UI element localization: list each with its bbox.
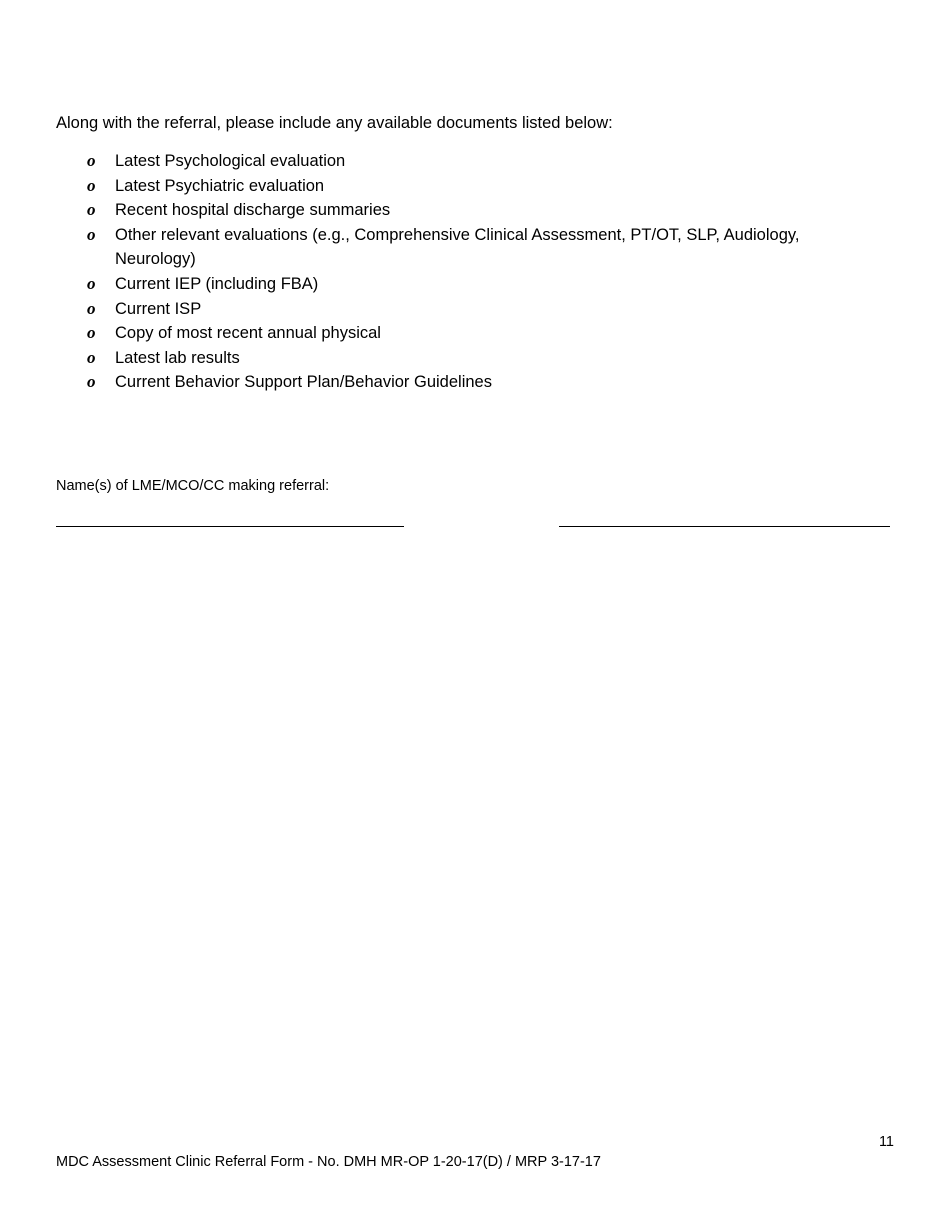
document-item: [56, 223, 856, 272]
bullet-icon: o: [87, 347, 96, 367]
bullet-icon: o: [87, 200, 96, 220]
referral-name-line-right: [559, 526, 890, 527]
bullet-icon: o: [87, 151, 96, 170]
document-item: [56, 149, 856, 174]
bullet-icon: o: [87, 372, 96, 392]
referral-names-label: Name(s) of LME/MCO/CC making referral:: [56, 478, 330, 494]
footer-text: MDC Assessment Clinic Referral Form - No. DMH MR-OP 1-20-17(D) / MRP 3-17-17: [56, 1154, 601, 1170]
document-item: [56, 321, 856, 346]
document-item-label: Current IEP (including FBA): [115, 274, 319, 293]
bullet-icon: o: [87, 273, 96, 293]
document-item-label: Copy of most recent annual physical: [115, 324, 381, 343]
document-item: [56, 198, 856, 223]
document-item: [56, 297, 856, 322]
bullet-icon: o: [87, 175, 96, 195]
document-item-label: Latest Psychological evaluation: [115, 152, 346, 170]
document-item-label: Other relevant evaluations (e.g., Comprehensive Clinical Assessment, PT/OT, SLP, Audiology, Neurology): [115, 225, 800, 269]
bullet-icon: o: [87, 323, 96, 343]
page-number: 11: [878, 1134, 894, 1150]
document-item: [56, 174, 856, 199]
document-item-label: Current ISP: [115, 299, 202, 318]
bullet-icon: o: [87, 224, 96, 244]
document-item: [56, 346, 856, 371]
document-item-label: Current Behavior Support Plan/Behavior Guidelines: [115, 373, 492, 392]
bullet-icon: o: [87, 298, 96, 318]
documents-list: [56, 149, 856, 395]
document-item: [56, 370, 856, 395]
document-item: [56, 272, 856, 297]
intro-text: Along with the referral, please include any available documents listed below:: [56, 114, 613, 132]
document-item-label: Latest Psychiatric evaluation: [115, 176, 325, 195]
document-item-label: Latest lab results: [115, 348, 240, 367]
document-item-label: Recent hospital discharge summaries: [115, 201, 391, 220]
referral-name-line-left: [56, 526, 404, 527]
